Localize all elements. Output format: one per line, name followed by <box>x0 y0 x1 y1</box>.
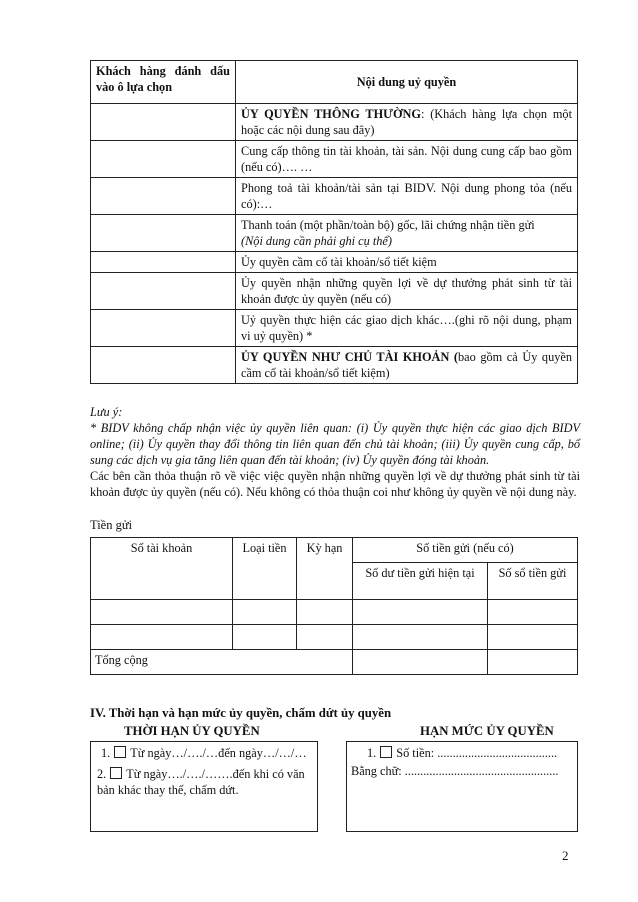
term-option-1-text: Từ ngày…/…./…đến ngày…/…/… <box>130 746 307 760</box>
option-text <box>236 215 578 252</box>
option-rest: : (Khách hàng lựa chọn một hoặc các nội dung sau đây) <box>241 107 573 137</box>
col-term: Kỳ hạn <box>297 538 353 600</box>
notes-italic-text: * BIDV không chấp nhận việc ủy quyền liên quan: (i) Ủy quyền thực hiện các giao dịch BIDV online; (ii) Ủy quyền thay đổi thông tin liên quan đến chủ tài khoản; (iii) Ủy quyền cung cấp, bổ sung các dịch vụ gia tăng liên quan đến tài khoản; (iv) Ủy quyền đóng tài khoản. <box>90 421 580 467</box>
limit-option-1-number: 1. <box>367 746 377 760</box>
option-checkbox-cell[interactable] <box>91 104 236 141</box>
total-label: Tổng cộng <box>91 650 353 675</box>
col-current-balance: Số dư tiền gửi hiện tại <box>353 563 488 600</box>
option-checkbox-cell[interactable] <box>91 178 236 215</box>
option-text: Phong toả tài khoản/tài sản tại BIDV. Nội dung phong tỏa (nếu có):… <box>236 178 578 215</box>
option-checkbox-cell[interactable] <box>91 141 236 178</box>
checkbox-icon[interactable] <box>110 767 122 779</box>
total-row <box>91 650 578 675</box>
option-text: Ủy quyền nhận những quyền lợi về dự thưởng phát sinh từ tài khoản được ủy quyền (nếu có) <box>236 273 578 310</box>
header-content: Nội dung uỷ quyền <box>236 61 578 104</box>
table-header-row <box>91 61 578 104</box>
page-number: 2 <box>562 848 569 863</box>
header-customer-mark: Khách hàng đánh dấu vào ô lựa chọn <box>91 61 236 104</box>
input-cell[interactable] <box>353 625 488 650</box>
input-cell[interactable] <box>488 650 578 675</box>
input-cell[interactable] <box>297 600 353 625</box>
input-cell[interactable] <box>353 600 488 625</box>
notes-normal-text: Các bên cần thỏa thuận rõ về việc việc quyền nhận những quyền lợi về dự thưởng phát sinh từ tài khoản được ủy quyền (nếu có). Nếu không có thỏa thuận coi như không ủy quyền về nội dung này. <box>90 469 580 499</box>
col-account-number: Số tài khoản <box>91 538 233 600</box>
option-checkbox-cell[interactable] <box>91 310 236 347</box>
option-row <box>91 178 578 215</box>
checkbox-icon[interactable] <box>114 746 126 758</box>
limit-option-1 <box>351 745 573 761</box>
col-deposit-amount: Số tiền gửi (nếu có) <box>353 538 578 563</box>
input-cell[interactable] <box>297 625 353 650</box>
option-row <box>91 215 578 252</box>
option-italic-note: (Nội dung cần phải ghi cụ thể) <box>241 234 392 248</box>
section-iv-title: IV. Thời hạn và hạn mức ủy quyền, chấm dứt ủy quyền <box>90 706 392 720</box>
deposit-label: Tiền gửi <box>90 518 133 532</box>
limit-heading: HẠN MỨC ỦY QUYỀN <box>420 724 554 738</box>
table-row <box>91 625 578 650</box>
input-cell[interactable] <box>488 600 578 625</box>
option-row <box>91 252 578 273</box>
option-text <box>236 347 578 384</box>
term-box <box>90 741 318 832</box>
option-row <box>91 310 578 347</box>
option-checkbox-cell[interactable] <box>91 347 236 384</box>
option-checkbox-cell[interactable] <box>91 252 236 273</box>
notes-section <box>90 404 580 500</box>
input-cell[interactable] <box>233 600 297 625</box>
option-text: Cung cấp thông tin tài khoản, tài sản. Nội dung cung cấp bao gồm (nếu có)…. … <box>236 141 578 178</box>
option-checkbox-cell[interactable] <box>91 273 236 310</box>
option-row <box>91 273 578 310</box>
limit-amount-text: Số tiền: ....................................... <box>396 746 558 760</box>
term-option-2 <box>95 766 313 798</box>
table-row <box>91 600 578 625</box>
deposit-table <box>90 537 578 675</box>
input-cell[interactable] <box>353 650 488 675</box>
option-text: Ủy quyền cầm cố tài khoản/sổ tiết kiệm <box>236 252 578 273</box>
option-bold-title: ỦY QUYỀN THÔNG THƯỜNG <box>241 107 421 121</box>
col-book-number: Số sổ tiền gửi <box>488 563 578 600</box>
limit-words: Bằng chữ: .................................................. <box>351 764 559 778</box>
term-option-1-number: 1. <box>101 746 111 760</box>
checkbox-icon[interactable] <box>380 746 392 758</box>
term-heading: THỜI HẠN ỦY QUYỀN <box>124 724 260 738</box>
option-row <box>91 104 578 141</box>
limit-box <box>346 741 578 832</box>
authorization-options-table <box>90 60 578 384</box>
term-option-1 <box>95 745 313 761</box>
option-text <box>236 104 578 141</box>
input-cell[interactable] <box>488 625 578 650</box>
option-checkbox-cell[interactable] <box>91 215 236 252</box>
option-rest: bao gồm cả Ủy quyền cầm cố tài khoản/sổ tiết kiệm) <box>241 350 572 380</box>
input-cell[interactable] <box>233 625 297 650</box>
option-row <box>91 347 578 384</box>
deposit-header-row <box>91 538 578 563</box>
option-text: Uỷ quyền thực hiện các giao dịch khác….(ghi rõ nội dung, phạm vi uỷ quyền) * <box>236 310 578 347</box>
input-cell[interactable] <box>91 600 233 625</box>
option-row <box>91 141 578 178</box>
option-main: Thanh toán (một phần/toàn bộ) gốc, lãi chứng nhận tiền gửi <box>241 218 535 232</box>
option-bold-title: ỦY QUYỀN NHƯ CHỦ TÀI KHOẢN ( <box>241 350 459 364</box>
term-option-2-text: Từ ngày…./…./…….đến khi có văn bản khác thay thế, chấm dứt. <box>97 767 305 797</box>
term-option-2-number: 2. <box>97 767 107 781</box>
col-currency: Loại tiền <box>233 538 297 600</box>
notes-title: Lưu ý: <box>90 405 123 419</box>
input-cell[interactable] <box>91 625 233 650</box>
